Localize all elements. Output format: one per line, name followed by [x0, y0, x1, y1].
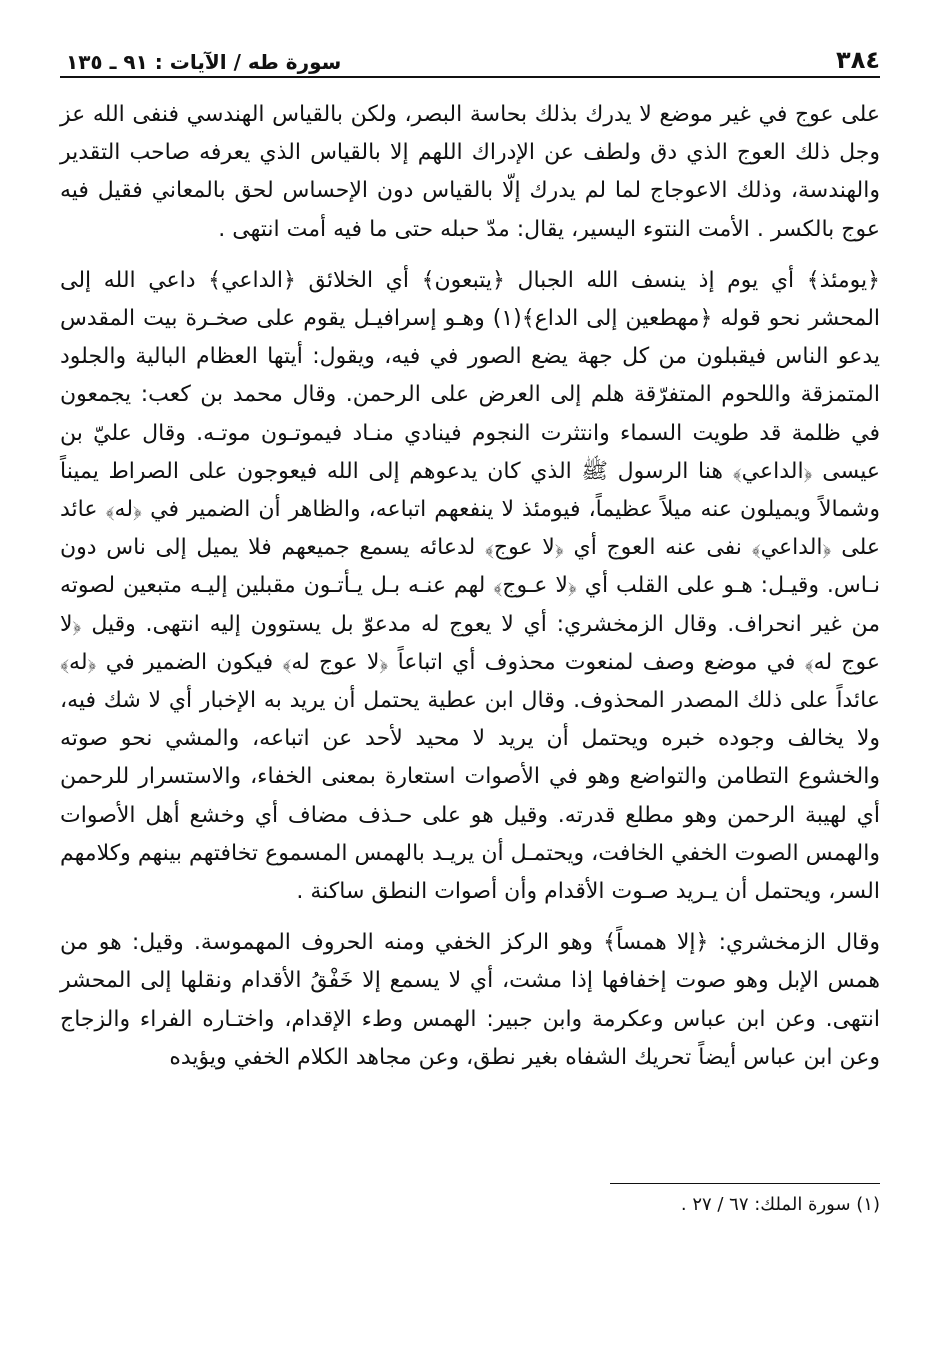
book-page	[60, 40, 880, 1320]
page-number: ٣٨٤	[836, 46, 880, 74]
footnote-divider	[610, 1183, 880, 1184]
page-header	[60, 40, 880, 78]
paragraph-2: ﴿يومئذ﴾ أي يوم إذ ينسف الله الجبال ﴿يتبعون﴾ أي الخلائق ﴿الداعي﴾ داعي الله إلى المحشر نحو قوله ﴿مهطعين إلى الداع﴾(١) وهـو إسرافيـل يقوم على صخـرة بيت المقدس يدعو الناس فيقبلون من كل جهة يضع الصور في فيه، ويقول: أيتها العظام البالية والجلود المتمزقة واللحوم المتفرّقة هلم إلى العرض على الرحمن. وقال محمد بن كعب: يجمعون في ظلمة قد طويت السماء وانتثرت النجوم فينادي منـاد فيموتـون موتـه. وقال عليّ بن عيسى ﴿الداعي﴾ هنا الرسول ﷺ الذي كان يدعوهم إلى الله فيعوجون على الصراط يميناً وشمالاً ويميلون عنه ميلاً عظيماً، فيومئذ لا ينفعهم اتباعه، والظاهر أن الضمير في ﴿له﴾ عائد على ﴿الداعي﴾ نفى عنه العوج أي ﴿لا عوج﴾ لدعائه يسمع جميعهم فلا يميل إلى ناس دون نـاس. وقيـل: هـو على القلب أي ﴿لا عـوج﴾ لهم عنـه بـل يـأتـون مقبلين إليـه متبعين لصوته من غير انحراف. وقال الزمخشري: أي لا يعوج له مدعوّ بل يستوون إليه انتهى. وقيل ﴿لا عوج له﴾ في موضع وصف لمنعوت محذوف أي اتباعاً ﴿لا عوج له﴾ فيكون الضمير في ﴿له﴾ عائداً على ذلك المصدر المحذوف. وقال ابن عطية يحتمل أن يريد به الإخبار أي لا شك فيه، ولا يخالف وجوده خبره ويحتمل أن يريد لا محيد لأحد عن اتباعه، والمشي نحو صوته والخشوع التطامن والتواضع وهو في الأصوات استعارة بمعنى الخفاء، والاستسرار للرحمن أي لهيبة الرحمن وهو مطلع قدرته. وقيل هو على حـذف مضاف أي وخشع أهل الأصوات والهمس الصوت الخفي الخافت، ويحتمـل أن يريـد بالهمس المسموع تخافتهم بينهم وكلامهم السر، ويحتمل أن يـريد صـوت الأقدام وأن أصوات النطق ساكنة .	[60, 267, 881, 905]
paragraph-3: وقال الزمخشري: ﴿إلا همساً﴾ وهو الركز الخفي ومنه الحروف المهموسة. وقيل: هو من همس الإبل وهو صوت إخفافها إذا مشت، أي لا يسمع إلا خَفْقُ الأقدام ونقلها إلى المحشر انتهى. وعن ابن عباس وعكرمة وابن جبير: الهمس وطء الإقدام، واختـاره الفراء والزجاج وعن ابن عباس أيضاً تحريك الشفاه بغير نطق، وعن مجاهد الكلام الخفي ويؤيده	[60, 930, 880, 1070]
paragraph-1: على عوج في غير موضع لا يدرك بذلك بحاسة البصر، ولكن بالقياس الهندسي فنفى الله عز وجل ذلك العوج الذي دق ولطف عن الإدراك اللهم إلا بالقياس الذي يعرفه صاحب التقدير والهندسة، وذلك الاعوجاج لما لم يدرك إلّا بالقياس دون الإحساس لحق بالمعاني فقيل فيه عوج بالكسر . الأمت النتوء اليسير، يقال: مدّ حبله حتى ما فيه أمت انتهى .	[60, 102, 880, 242]
main-text	[60, 96, 880, 1077]
running-title: سورة طه / الآيات : ٩١ ـ ١٣٥	[60, 50, 341, 74]
footnote: (١) سورة الملك: ٦٧ / ٢٧ .	[680, 1194, 880, 1215]
